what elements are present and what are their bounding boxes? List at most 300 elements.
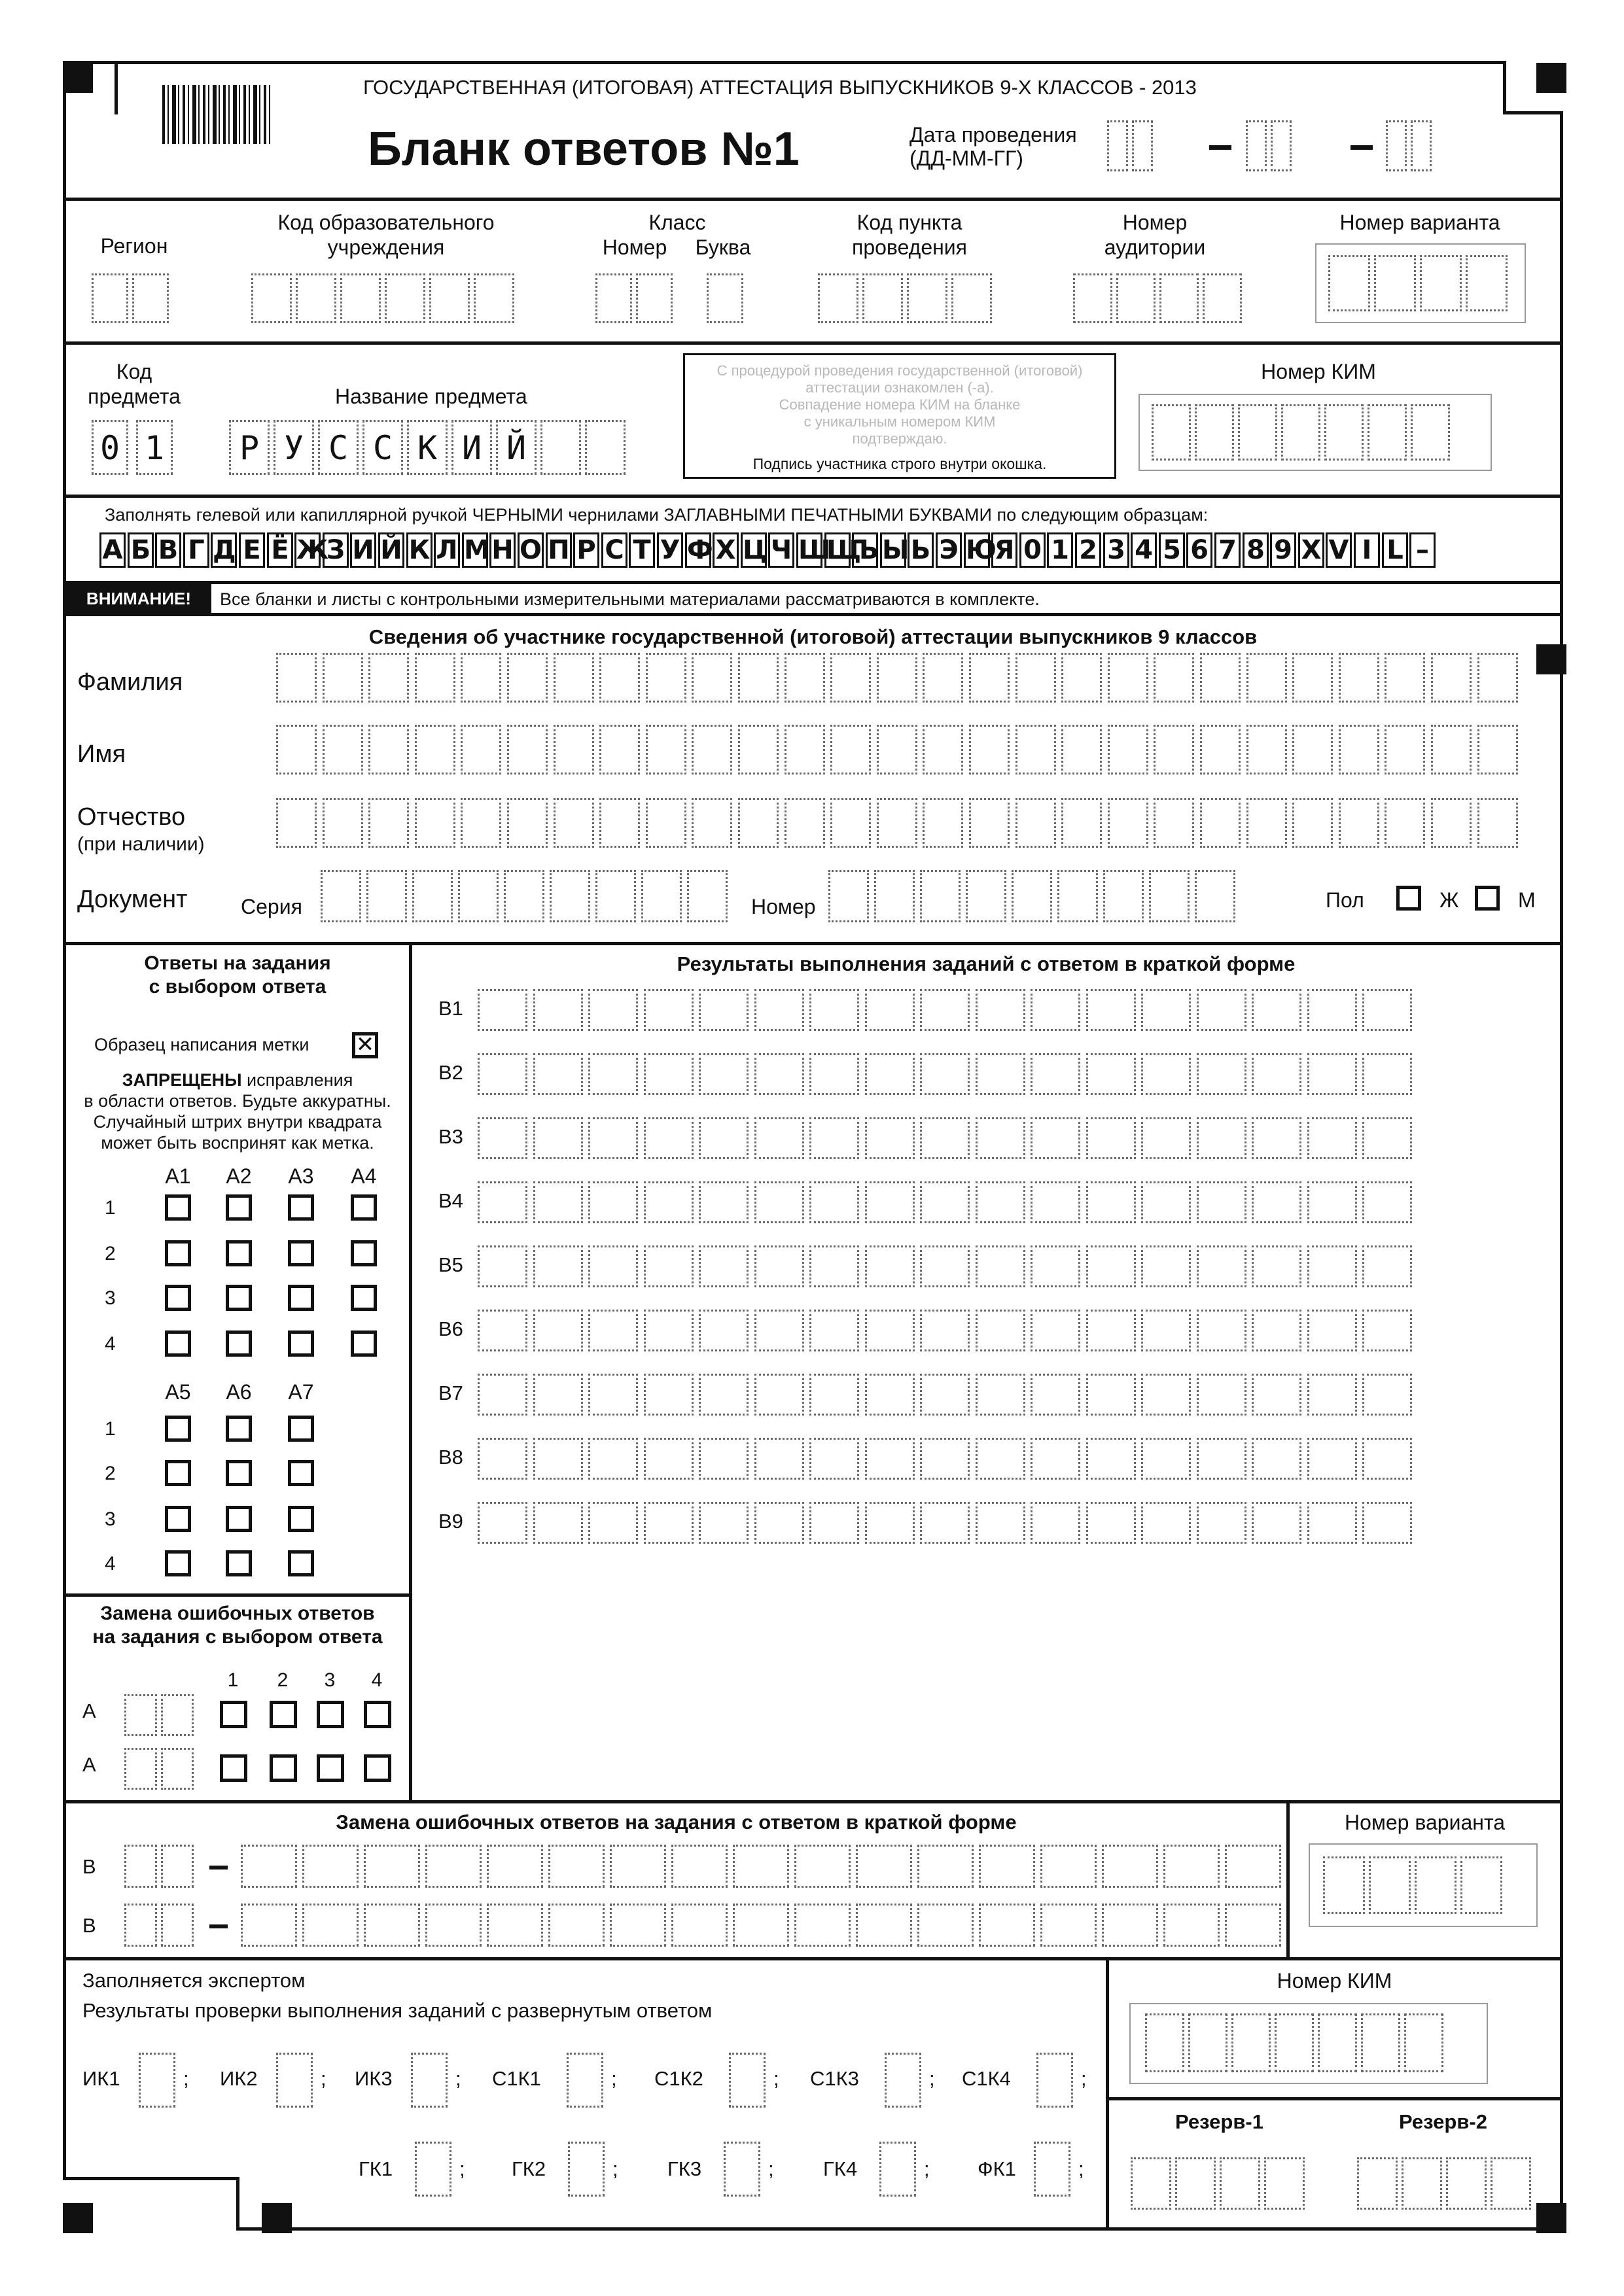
replace-short-cell[interactable]	[302, 1845, 359, 1888]
letter-cell[interactable]	[1154, 798, 1194, 848]
answer-checkbox[interactable]	[165, 1550, 191, 1576]
short-answer-cell[interactable]	[809, 989, 859, 1031]
short-answer-cell[interactable]	[1086, 1310, 1136, 1351]
short-answer-cell[interactable]	[1141, 1374, 1191, 1416]
short-answer-cell[interactable]	[976, 989, 1025, 1031]
short-answer-cell[interactable]	[478, 1053, 527, 1095]
short-answer-cell[interactable]	[976, 1117, 1025, 1159]
replace-short-cell[interactable]	[1040, 1904, 1097, 1947]
short-answer-cell[interactable]	[920, 1310, 970, 1351]
short-answer-cell[interactable]	[644, 1502, 694, 1544]
short-answer-cell[interactable]	[754, 1502, 804, 1544]
doc-number-cell[interactable]	[1149, 870, 1190, 922]
letter-cell[interactable]	[1477, 725, 1518, 774]
letter-cell[interactable]	[554, 725, 594, 774]
short-answer-cell[interactable]	[920, 1502, 970, 1544]
letter-cell[interactable]	[969, 798, 1010, 848]
short-answer-cell[interactable]	[699, 1117, 749, 1159]
short-answer-cell[interactable]	[1141, 1310, 1191, 1351]
letter-cell[interactable]	[415, 798, 455, 848]
letter-cell[interactable]	[368, 798, 409, 848]
short-answer-cell[interactable]	[976, 1374, 1025, 1416]
short-answer-cell[interactable]	[1252, 1245, 1301, 1287]
short-answer-cell[interactable]	[865, 1053, 915, 1095]
answer-checkbox[interactable]	[288, 1285, 314, 1311]
short-answer-cell[interactable]	[478, 1374, 527, 1416]
replace-short-cell[interactable]	[425, 1904, 482, 1947]
letter-cell[interactable]	[1292, 725, 1333, 774]
answer-checkbox[interactable]	[288, 1331, 314, 1357]
short-answer-cell[interactable]	[699, 1438, 749, 1480]
answer-checkbox[interactable]	[226, 1460, 252, 1486]
replace-short-cell[interactable]	[671, 1845, 728, 1888]
replace-answer-checkbox[interactable]	[220, 1701, 247, 1728]
letter-cell[interactable]	[1200, 653, 1241, 703]
short-answer-cell[interactable]	[644, 1053, 694, 1095]
series-cell[interactable]	[321, 870, 361, 922]
letter-cell[interactable]	[1015, 653, 1056, 703]
short-answer-cell[interactable]	[478, 1438, 527, 1480]
replace-answer-checkbox[interactable]	[364, 1754, 391, 1782]
short-answer-cell[interactable]	[588, 1310, 638, 1351]
short-answer-cell[interactable]	[1141, 1053, 1191, 1095]
short-answer-cell[interactable]	[920, 1117, 970, 1159]
replace-short-cell[interactable]	[917, 1904, 974, 1947]
short-answer-cell[interactable]	[1307, 1310, 1357, 1351]
answer-checkbox[interactable]	[165, 1194, 191, 1221]
doc-number-cell[interactable]	[1057, 870, 1098, 922]
letter-cell[interactable]	[1246, 725, 1287, 774]
letter-cell[interactable]	[646, 798, 686, 848]
expert-score-cell[interactable]	[139, 2053, 175, 2108]
short-answer-cell[interactable]	[1197, 1310, 1246, 1351]
short-answer-cell[interactable]	[588, 1245, 638, 1287]
doc-number-cell[interactable]	[874, 870, 915, 922]
replace-short-cell[interactable]	[610, 1845, 666, 1888]
short-answer-cell[interactable]	[1197, 1502, 1246, 1544]
replace-short-cell[interactable]	[548, 1845, 605, 1888]
short-answer-cell[interactable]	[588, 989, 638, 1031]
short-answer-cell[interactable]	[588, 1438, 638, 1480]
short-answer-cell[interactable]	[809, 1245, 859, 1287]
letter-cell[interactable]	[969, 725, 1010, 774]
replace-short-cell[interactable]	[1102, 1845, 1158, 1888]
letter-cell[interactable]	[646, 725, 686, 774]
replace-short-cell[interactable]	[1163, 1845, 1220, 1888]
series-cell[interactable]	[458, 870, 499, 922]
short-answer-cell[interactable]	[478, 1310, 527, 1351]
letter-cell[interactable]	[830, 653, 871, 703]
short-answer-cell[interactable]	[1252, 1117, 1301, 1159]
letter-cell[interactable]	[1200, 725, 1241, 774]
letter-cell[interactable]	[507, 725, 548, 774]
expert-score-cell[interactable]	[724, 2142, 760, 2197]
short-answer-cell[interactable]	[1141, 1502, 1191, 1544]
letter-cell[interactable]	[1431, 653, 1472, 703]
letter-cell[interactable]	[1108, 798, 1148, 848]
short-answer-cell[interactable]	[533, 1181, 583, 1223]
short-answer-cell[interactable]	[533, 1438, 583, 1480]
short-answer-cell[interactable]	[865, 1502, 915, 1544]
short-answer-cell[interactable]	[533, 1502, 583, 1544]
letter-cell[interactable]	[415, 725, 455, 774]
short-answer-cell[interactable]	[1031, 1310, 1080, 1351]
short-answer-cell[interactable]	[1307, 1438, 1357, 1480]
expert-score-cell[interactable]	[415, 2142, 451, 2197]
letter-cell[interactable]	[276, 798, 317, 848]
letter-cell[interactable]	[830, 798, 871, 848]
short-answer-cell[interactable]	[1197, 1117, 1246, 1159]
replace-short-cell[interactable]	[1102, 1904, 1158, 1947]
replace-task-number-cell[interactable]	[124, 1694, 157, 1736]
replace-short-cell[interactable]	[241, 1904, 297, 1947]
short-answer-cell[interactable]	[644, 1117, 694, 1159]
replace-short-cell[interactable]	[979, 1904, 1035, 1947]
replace-short-cell[interactable]	[1040, 1845, 1097, 1888]
short-answer-cell[interactable]	[1031, 1502, 1080, 1544]
answer-checkbox[interactable]	[165, 1285, 191, 1311]
letter-cell[interactable]	[923, 725, 963, 774]
letter-cell[interactable]	[923, 653, 963, 703]
short-answer-cell[interactable]	[1197, 1438, 1246, 1480]
short-answer-cell[interactable]	[478, 1245, 527, 1287]
doc-number-cell[interactable]	[828, 870, 869, 922]
short-answer-cell[interactable]	[644, 1438, 694, 1480]
replace-short-number-cell[interactable]	[124, 1845, 157, 1888]
letter-cell[interactable]	[969, 653, 1010, 703]
answer-checkbox[interactable]	[288, 1194, 314, 1221]
replace-short-cell[interactable]	[917, 1845, 974, 1888]
short-answer-cell[interactable]	[754, 989, 804, 1031]
letter-cell[interactable]	[877, 653, 917, 703]
replace-task-number-cell[interactable]	[161, 1748, 194, 1790]
short-answer-cell[interactable]	[809, 1117, 859, 1159]
letter-cell[interactable]	[461, 653, 501, 703]
letter-cell[interactable]	[554, 653, 594, 703]
answer-checkbox[interactable]	[351, 1331, 377, 1357]
answer-checkbox[interactable]	[165, 1416, 191, 1442]
letter-cell[interactable]	[507, 798, 548, 848]
short-answer-cell[interactable]	[754, 1181, 804, 1223]
expert-score-cell[interactable]	[411, 2053, 448, 2108]
answer-checkbox[interactable]	[226, 1194, 252, 1221]
answer-checkbox[interactable]	[351, 1285, 377, 1311]
short-answer-cell[interactable]	[1307, 1181, 1357, 1223]
short-answer-cell[interactable]	[1141, 1245, 1191, 1287]
letter-cell[interactable]	[1292, 798, 1333, 848]
letter-cell[interactable]	[1385, 653, 1425, 703]
short-answer-cell[interactable]	[920, 1245, 970, 1287]
short-answer-cell[interactable]	[865, 1438, 915, 1480]
answer-checkbox[interactable]	[226, 1240, 252, 1266]
short-answer-cell[interactable]	[478, 1502, 527, 1544]
short-answer-cell[interactable]	[644, 1181, 694, 1223]
letter-cell[interactable]	[368, 725, 409, 774]
short-answer-cell[interactable]	[1362, 1502, 1412, 1544]
short-answer-cell[interactable]	[809, 1502, 859, 1544]
doc-number-cell[interactable]	[1195, 870, 1235, 922]
letter-cell[interactable]	[785, 725, 825, 774]
short-answer-cell[interactable]	[1197, 1374, 1246, 1416]
answer-checkbox[interactable]	[165, 1331, 191, 1357]
letter-cell[interactable]	[1154, 653, 1194, 703]
replace-short-cell[interactable]	[425, 1845, 482, 1888]
answer-checkbox[interactable]	[288, 1460, 314, 1486]
answer-checkbox[interactable]	[288, 1550, 314, 1576]
letter-cell[interactable]	[1108, 653, 1148, 703]
letter-cell[interactable]	[323, 725, 363, 774]
replace-answer-checkbox[interactable]	[317, 1701, 344, 1728]
letter-cell[interactable]	[415, 653, 455, 703]
short-answer-cell[interactable]	[920, 989, 970, 1031]
answer-checkbox[interactable]	[226, 1416, 252, 1442]
answer-checkbox[interactable]	[226, 1550, 252, 1576]
letter-cell[interactable]	[1385, 798, 1425, 848]
letter-cell[interactable]	[1108, 725, 1148, 774]
letter-cell[interactable]	[599, 653, 640, 703]
short-answer-cell[interactable]	[644, 989, 694, 1031]
short-answer-cell[interactable]	[533, 1374, 583, 1416]
short-answer-cell[interactable]	[1031, 1053, 1080, 1095]
replace-short-cell[interactable]	[733, 1904, 789, 1947]
short-answer-cell[interactable]	[1307, 1117, 1357, 1159]
replace-short-number-cell[interactable]	[161, 1904, 194, 1947]
short-answer-cell[interactable]	[699, 1245, 749, 1287]
letter-cell[interactable]	[1061, 725, 1102, 774]
replace-short-cell[interactable]	[1225, 1845, 1281, 1888]
replace-short-cell[interactable]	[794, 1845, 851, 1888]
short-answer-cell[interactable]	[588, 1374, 638, 1416]
doc-number-cell[interactable]	[966, 870, 1006, 922]
replace-answer-checkbox[interactable]	[317, 1754, 344, 1782]
doc-number-cell[interactable]	[920, 870, 961, 922]
expert-score-cell[interactable]	[567, 2053, 603, 2108]
expert-score-cell[interactable]	[568, 2142, 605, 2197]
replace-task-number-cell[interactable]	[124, 1748, 157, 1790]
replace-short-cell[interactable]	[856, 1845, 912, 1888]
short-answer-cell[interactable]	[754, 1374, 804, 1416]
answer-checkbox[interactable]	[288, 1240, 314, 1266]
short-answer-cell[interactable]	[754, 1310, 804, 1351]
short-answer-cell[interactable]	[1197, 1053, 1246, 1095]
letter-cell[interactable]	[830, 725, 871, 774]
short-answer-cell[interactable]	[1362, 1245, 1412, 1287]
replace-short-cell[interactable]	[364, 1904, 420, 1947]
letter-cell[interactable]	[1200, 798, 1241, 848]
short-answer-cell[interactable]	[754, 1117, 804, 1159]
letter-cell[interactable]	[1385, 725, 1425, 774]
short-answer-cell[interactable]	[699, 1502, 749, 1544]
letter-cell[interactable]	[1431, 725, 1472, 774]
short-answer-cell[interactable]	[1307, 1502, 1357, 1544]
short-answer-cell[interactable]	[644, 1245, 694, 1287]
short-answer-cell[interactable]	[1141, 1117, 1191, 1159]
replace-short-cell[interactable]	[241, 1845, 297, 1888]
replace-short-cell[interactable]	[979, 1845, 1035, 1888]
short-answer-cell[interactable]	[1252, 1438, 1301, 1480]
letter-cell[interactable]	[1246, 798, 1287, 848]
short-answer-cell[interactable]	[1252, 1374, 1301, 1416]
sex-female-checkbox[interactable]	[1396, 886, 1421, 911]
letter-cell[interactable]	[461, 798, 501, 848]
replace-short-cell[interactable]	[1163, 1904, 1220, 1947]
short-answer-cell[interactable]	[1031, 1245, 1080, 1287]
letter-cell[interactable]	[877, 798, 917, 848]
short-answer-cell[interactable]	[1307, 1374, 1357, 1416]
short-answer-cell[interactable]	[976, 1310, 1025, 1351]
short-answer-cell[interactable]	[976, 1502, 1025, 1544]
replace-answer-checkbox[interactable]	[364, 1701, 391, 1728]
letter-cell[interactable]	[877, 725, 917, 774]
short-answer-cell[interactable]	[1197, 1181, 1246, 1223]
replace-short-cell[interactable]	[1225, 1904, 1281, 1947]
letter-cell[interactable]	[276, 725, 317, 774]
short-answer-cell[interactable]	[754, 1053, 804, 1095]
short-answer-cell[interactable]	[1086, 1502, 1136, 1544]
short-answer-cell[interactable]	[1031, 989, 1080, 1031]
short-answer-cell[interactable]	[533, 1245, 583, 1287]
short-answer-cell[interactable]	[809, 1374, 859, 1416]
short-answer-cell[interactable]	[478, 1181, 527, 1223]
letter-cell[interactable]	[692, 653, 732, 703]
short-answer-cell[interactable]	[809, 1181, 859, 1223]
short-answer-cell[interactable]	[699, 1310, 749, 1351]
short-answer-cell[interactable]	[588, 1502, 638, 1544]
expert-score-cell[interactable]	[1034, 2142, 1070, 2197]
short-answer-cell[interactable]	[478, 989, 527, 1031]
letter-cell[interactable]	[692, 725, 732, 774]
replace-short-cell[interactable]	[733, 1845, 789, 1888]
short-answer-cell[interactable]	[533, 1053, 583, 1095]
short-answer-cell[interactable]	[1362, 1117, 1412, 1159]
letter-cell[interactable]	[1154, 725, 1194, 774]
short-answer-cell[interactable]	[1031, 1374, 1080, 1416]
letter-cell[interactable]	[599, 725, 640, 774]
short-answer-cell[interactable]	[699, 1053, 749, 1095]
short-answer-cell[interactable]	[865, 1245, 915, 1287]
letter-cell[interactable]	[599, 798, 640, 848]
short-answer-cell[interactable]	[1086, 1374, 1136, 1416]
short-answer-cell[interactable]	[920, 1181, 970, 1223]
short-answer-cell[interactable]	[1031, 1438, 1080, 1480]
answer-checkbox[interactable]	[288, 1506, 314, 1532]
short-answer-cell[interactable]	[1307, 1053, 1357, 1095]
replace-short-cell[interactable]	[794, 1904, 851, 1947]
doc-number-cell[interactable]	[1012, 870, 1052, 922]
letter-cell[interactable]	[738, 725, 779, 774]
short-answer-cell[interactable]	[976, 1181, 1025, 1223]
letter-cell[interactable]	[1061, 798, 1102, 848]
short-answer-cell[interactable]	[865, 1374, 915, 1416]
letter-cell[interactable]	[785, 653, 825, 703]
letter-cell[interactable]	[1292, 653, 1333, 703]
replace-answer-checkbox[interactable]	[220, 1754, 247, 1782]
short-answer-cell[interactable]	[809, 1310, 859, 1351]
letter-cell[interactable]	[554, 798, 594, 848]
short-answer-cell[interactable]	[1252, 1310, 1301, 1351]
replace-short-cell[interactable]	[548, 1904, 605, 1947]
letter-cell[interactable]	[1339, 725, 1379, 774]
short-answer-cell[interactable]	[533, 1310, 583, 1351]
letter-cell[interactable]	[1339, 798, 1379, 848]
short-answer-cell[interactable]	[920, 1438, 970, 1480]
answer-checkbox[interactable]	[226, 1506, 252, 1532]
replace-short-cell[interactable]	[487, 1845, 543, 1888]
short-answer-cell[interactable]	[478, 1117, 527, 1159]
short-answer-cell[interactable]	[533, 989, 583, 1031]
replace-task-number-cell[interactable]	[161, 1694, 194, 1736]
series-cell[interactable]	[412, 870, 453, 922]
letter-cell[interactable]	[323, 798, 363, 848]
short-answer-cell[interactable]	[1362, 989, 1412, 1031]
short-answer-cell[interactable]	[976, 1245, 1025, 1287]
answer-checkbox[interactable]	[165, 1506, 191, 1532]
letter-cell[interactable]	[1339, 653, 1379, 703]
replace-short-cell[interactable]	[364, 1845, 420, 1888]
short-answer-cell[interactable]	[699, 1374, 749, 1416]
short-answer-cell[interactable]	[1086, 1053, 1136, 1095]
short-answer-cell[interactable]	[1141, 1181, 1191, 1223]
letter-cell[interactable]	[1477, 653, 1518, 703]
series-cell[interactable]	[504, 870, 544, 922]
letter-cell[interactable]	[785, 798, 825, 848]
short-answer-cell[interactable]	[1362, 1181, 1412, 1223]
letter-cell[interactable]	[923, 798, 963, 848]
answer-checkbox[interactable]	[288, 1416, 314, 1442]
series-cell[interactable]	[641, 870, 682, 922]
letter-cell[interactable]	[1477, 798, 1518, 848]
short-answer-cell[interactable]	[809, 1438, 859, 1480]
short-answer-cell[interactable]	[1362, 1438, 1412, 1480]
replace-short-number-cell[interactable]	[161, 1845, 194, 1888]
short-answer-cell[interactable]	[588, 1117, 638, 1159]
short-answer-cell[interactable]	[754, 1438, 804, 1480]
replace-answer-checkbox[interactable]	[270, 1754, 297, 1782]
letter-cell[interactable]	[692, 798, 732, 848]
short-answer-cell[interactable]	[865, 1310, 915, 1351]
short-answer-cell[interactable]	[1197, 1245, 1246, 1287]
short-answer-cell[interactable]	[699, 1181, 749, 1223]
short-answer-cell[interactable]	[976, 1053, 1025, 1095]
short-answer-cell[interactable]	[1252, 1502, 1301, 1544]
sex-male-checkbox[interactable]	[1475, 886, 1500, 911]
short-answer-cell[interactable]	[588, 1053, 638, 1095]
short-answer-cell[interactable]	[920, 1374, 970, 1416]
short-answer-cell[interactable]	[1252, 989, 1301, 1031]
letter-cell[interactable]	[368, 653, 409, 703]
letter-cell[interactable]	[323, 653, 363, 703]
letter-cell[interactable]	[461, 725, 501, 774]
series-cell[interactable]	[366, 870, 407, 922]
replace-short-cell[interactable]	[610, 1904, 666, 1947]
answer-checkbox[interactable]	[351, 1240, 377, 1266]
short-answer-cell[interactable]	[1031, 1181, 1080, 1223]
short-answer-cell[interactable]	[1086, 1438, 1136, 1480]
short-answer-cell[interactable]	[976, 1438, 1025, 1480]
short-answer-cell[interactable]	[1086, 1245, 1136, 1287]
short-answer-cell[interactable]	[644, 1310, 694, 1351]
short-answer-cell[interactable]	[1141, 1438, 1191, 1480]
letter-cell[interactable]	[738, 653, 779, 703]
short-answer-cell[interactable]	[754, 1245, 804, 1287]
expert-score-cell[interactable]	[1036, 2053, 1073, 2108]
replace-short-cell[interactable]	[302, 1904, 359, 1947]
short-answer-cell[interactable]	[1252, 1053, 1301, 1095]
answer-checkbox[interactable]	[165, 1460, 191, 1486]
letter-cell[interactable]	[1061, 653, 1102, 703]
series-cell[interactable]	[550, 870, 590, 922]
doc-number-cell[interactable]	[1103, 870, 1144, 922]
